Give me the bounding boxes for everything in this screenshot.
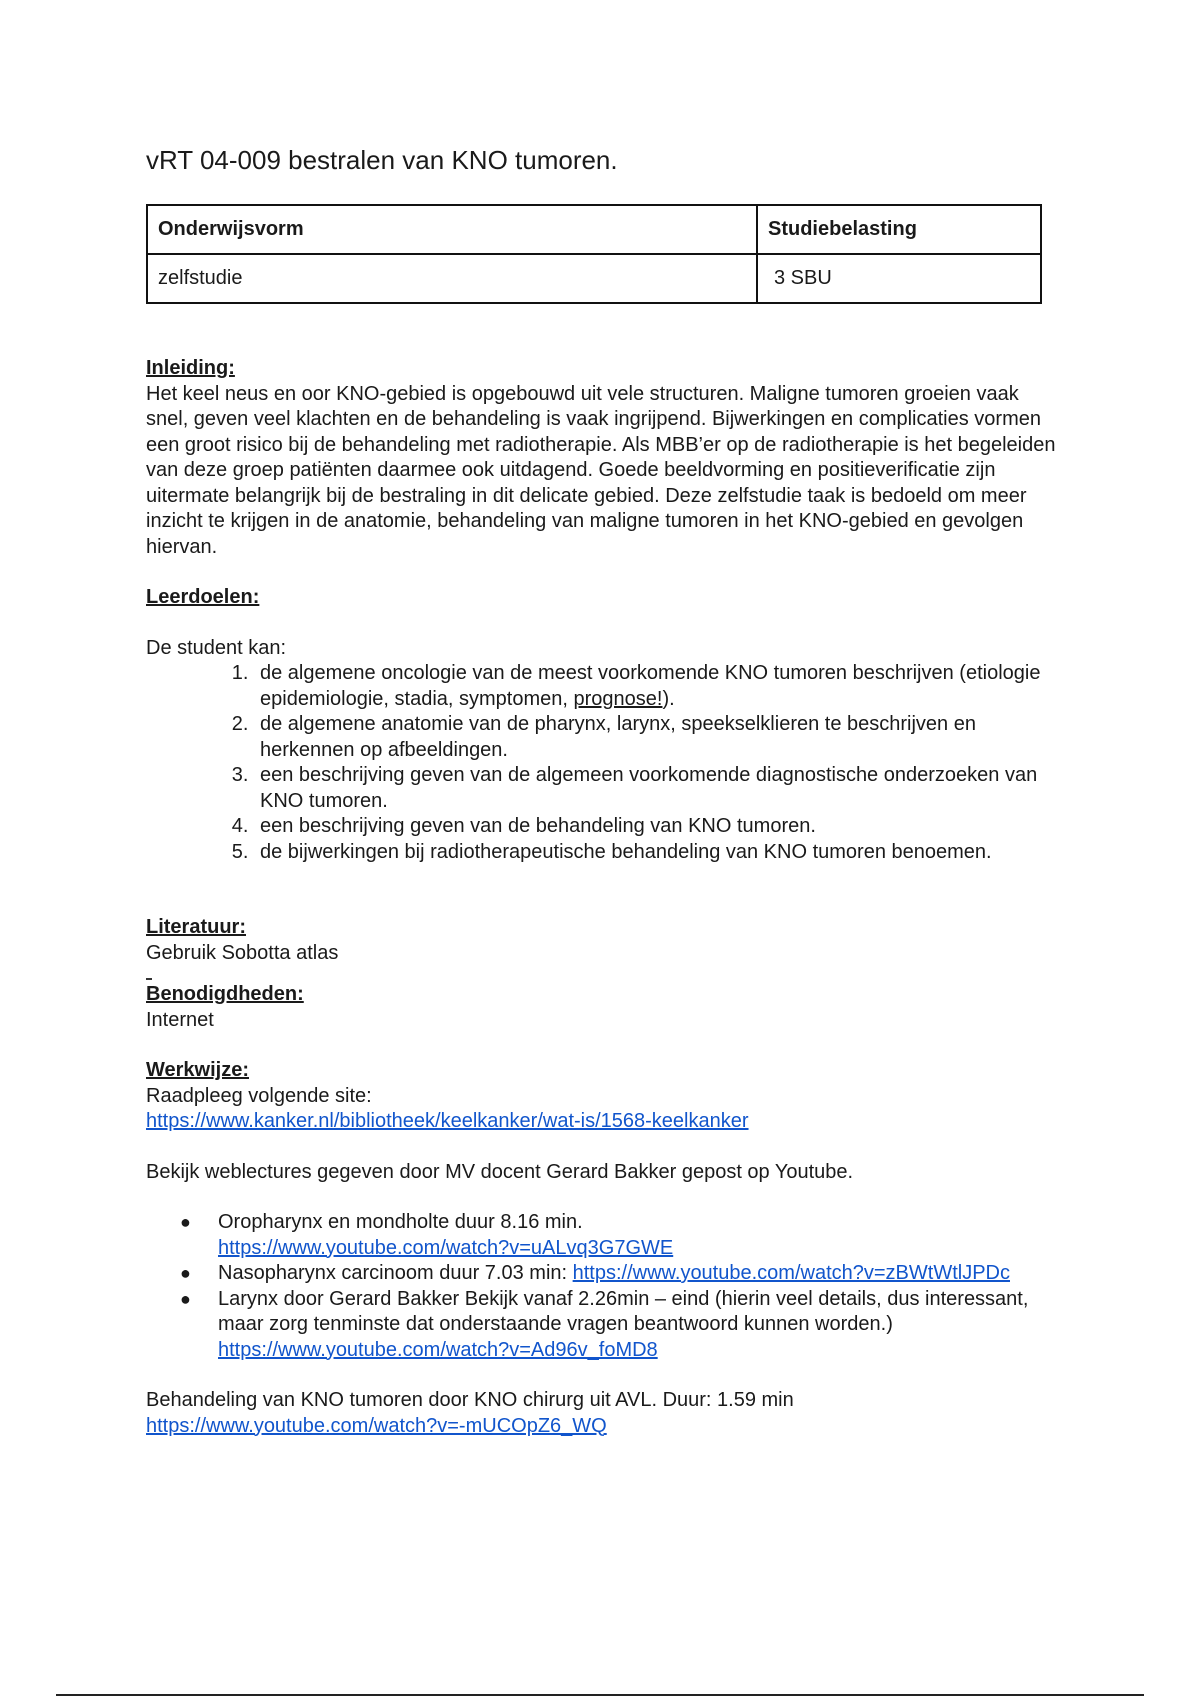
lecture-3-link[interactable]: https://www.youtube.com/watch?v=Ad96v_foMD8 bbox=[218, 1338, 658, 1361]
list-item: 3. een beschrijving geven van de algemeen voorkomende diagnostische onderzoeken van KNO tumoren. bbox=[254, 763, 1066, 814]
list-item: 5. de bijwerkingen bij radiotherapeutische behandeling van KNO tumoren benoemen. bbox=[254, 840, 1066, 866]
heading-werkwijze: Werkwijze: bbox=[146, 1059, 249, 1081]
table-row bbox=[147, 254, 1041, 303]
lecture-3-text: Larynx door Gerard Bakker Bekijk vanaf 2.26min – eind (hierin veel details, dus interessant, maar zorg tenminste dat onderstaande vragen beantwoord kunnen worden.) bbox=[218, 1287, 1029, 1335]
bullet-icon: ● bbox=[180, 1263, 191, 1283]
heading-benodigdheden: Benodigdheden: bbox=[146, 983, 304, 1005]
cell-studiebelasting: 3 SBU bbox=[757, 254, 1041, 303]
header-onderwijsvorm: Onderwijsvorm bbox=[147, 205, 757, 254]
goal-1-prognose: prognose! bbox=[573, 687, 663, 710]
heading-literatuur: Literatuur: bbox=[146, 916, 246, 938]
list-item: 4. een beschrijving geven van de behandeling van KNO tumoren. bbox=[254, 814, 1066, 840]
lectures-intro: Bekijk weblectures gegeven door MV docent Gerard Bakker gepost op Youtube. bbox=[146, 1160, 854, 1183]
list-item bbox=[180, 1287, 1066, 1364]
header-studiebelasting: Studiebelasting bbox=[757, 205, 1041, 254]
footer-divider bbox=[56, 1694, 1144, 1696]
lectures-list bbox=[146, 1210, 1066, 1363]
werkwijze-intro: Raadpleeg volgende site: bbox=[146, 1084, 372, 1107]
list-item bbox=[180, 1210, 1066, 1261]
table-header-row bbox=[147, 205, 1041, 254]
literatuur-text: Gebruik Sobotta atlas bbox=[146, 941, 339, 964]
cell-onderwijsvorm: zelfstudie bbox=[147, 254, 757, 303]
lecture-2-link[interactable]: https://www.youtube.com/watch?v=zBWtWtlJPDc bbox=[572, 1262, 1010, 1284]
inleiding-text: Het keel neus en oor KNO-gebied is opgebouwd uit vele structuren. Maligne tumoren groeien vaak snel, geven veel klachten en de behandeling is vaak ingrijpend. Bijwerkingen en complicaties vormen een groot risico bij de behandeling met radiotherapie. Als MBB’er op de radiotherapie is het begeleiden van deze groep patiënten daarmee ook uitdagend. Goede beeldvorming en positieverificatie zijn uitermate belangrijk bij de bestraling in dit delicate gebied. Deze zelfstudie taak is bedoeld om meer inzicht te krijgen in de anatomie, behandeling van maligne tumoren in het KNO-gebied en gevolgen hiervan. bbox=[146, 382, 1056, 558]
leerdoelen-intro: De student kan: bbox=[146, 636, 287, 659]
list-item bbox=[180, 1261, 1066, 1287]
kanker-site-link[interactable]: https://www.kanker.nl/bibliotheek/keelkanker/wat-is/1568-keelkanker bbox=[146, 1110, 749, 1132]
course-info-table bbox=[146, 204, 1042, 304]
goal-1-text: de algemene oncologie van de meest voorkomende KNO tumoren beschrijven (etiologie epidemiologie, stadia, symptomen, bbox=[260, 662, 1041, 710]
surgery-text: Behandeling van KNO tumoren door KNO chirurg uit AVL. Duur: 1.59 min bbox=[146, 1389, 794, 1411]
surgery-link[interactable]: https://www.youtube.com/watch?v=-mUCOpZ6_WQ bbox=[146, 1414, 607, 1437]
bullet-icon: ● bbox=[180, 1212, 191, 1232]
document-content bbox=[146, 356, 1066, 1439]
list-item: 2. de algemene anatomie van de pharynx, larynx, speekselklieren te beschrijven en herkennen op afbeeldingen. bbox=[254, 712, 1066, 763]
bullet-icon: ● bbox=[180, 1288, 191, 1309]
lecture-1-text: Oropharynx en mondholte duur 8.16 min. bbox=[218, 1211, 583, 1233]
lecture-1-link[interactable]: https://www.youtube.com/watch?v=uALvq3G7GWE bbox=[218, 1236, 674, 1259]
benodigdheden-text: Internet bbox=[146, 1008, 214, 1031]
leerdoelen-list bbox=[146, 661, 1066, 865]
goal-1-end: ). bbox=[662, 687, 675, 710]
heading-leerdoelen: Leerdoelen: bbox=[146, 586, 260, 608]
page-title: vRT 04-009 bestralen van KNO tumoren. bbox=[146, 145, 618, 175]
stray-mark bbox=[146, 978, 152, 980]
lecture-2-text: Nasopharynx carcinoom duur 7.03 min: bbox=[218, 1262, 573, 1284]
list-item bbox=[254, 661, 1066, 712]
heading-inleiding: Inleiding: bbox=[146, 357, 235, 379]
